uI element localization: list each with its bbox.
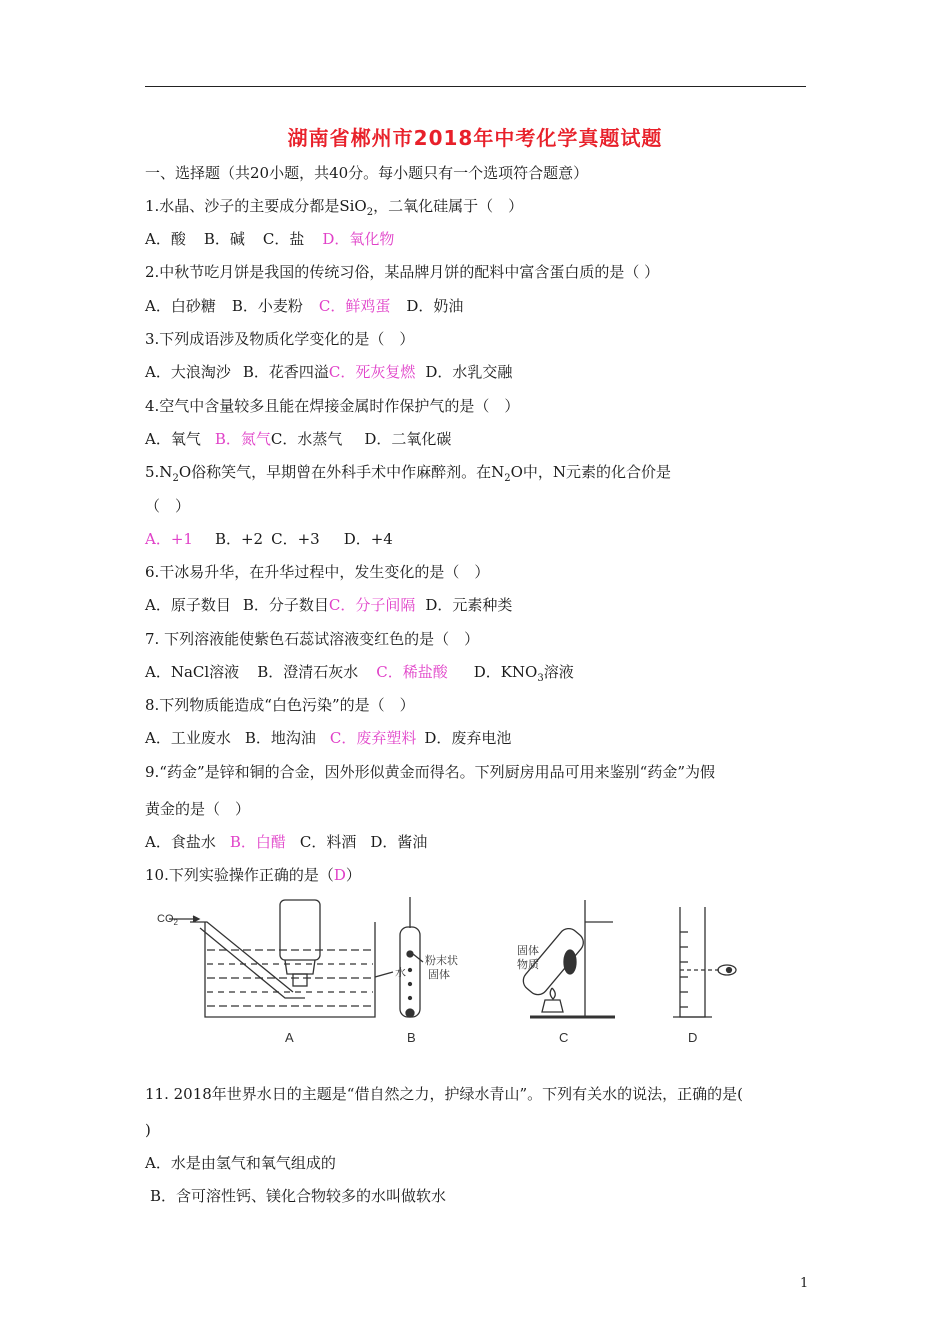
option-c-answer[interactable]: C．稀盐酸 (376, 663, 448, 681)
question-5-paren: （ ） (145, 497, 191, 515)
label-a: A (285, 1030, 294, 1045)
option-a[interactable]: A．原子数目 (145, 596, 231, 614)
option-b[interactable]: B．分子数目 (242, 596, 329, 614)
option-d[interactable]: D．废弃电池 (424, 729, 512, 747)
label-c: C (559, 1030, 569, 1045)
option-a[interactable]: A．氧气 (145, 430, 201, 448)
question-10-answer: D (333, 866, 346, 884)
question-4-stem: 4.空气中含量较多且能在焊接金属时作保护气的是（ ） (145, 397, 520, 415)
apparatus-b (400, 897, 423, 1017)
lab-apparatus-figure (145, 892, 785, 1052)
question-5-stem: $5.N_2O$俗称笑气，早期曾在外科手术中作麻醉剂。在$N_2O$中，N元素的化合价是 (145, 463, 672, 484)
question-2-stem: 2.中秋节吃月饼是我国的传统习俗，某品牌月饼的配料中富含蛋白质的是（ ） (145, 263, 660, 281)
header-rule (145, 86, 806, 87)
apparatus-d (673, 907, 736, 1017)
label-solid-2: 物质 (517, 959, 539, 971)
option-c[interactable]: C．料酒 (299, 833, 357, 851)
option-a[interactable]: A．白砂糖 (145, 297, 216, 315)
label-powder-1: 粉末状 (425, 955, 458, 967)
question-11-option-a[interactable]: A．水是由氢气和氧气组成的 (145, 1154, 336, 1172)
question-8-stem: 8.下列物质能造成“白色污染”的是（ ） (145, 696, 415, 714)
question-4-options (145, 429, 451, 449)
option-d[interactable]: D．奶油 (406, 297, 464, 315)
option-b-answer[interactable]: B．氮气 (214, 430, 271, 448)
question-8-options (145, 728, 511, 748)
label-water: 水 (395, 967, 406, 979)
option-d[interactable]: D．元素种类 (425, 596, 513, 614)
option-c-answer[interactable]: C．鲜鸡蛋 (318, 297, 391, 315)
question-9-stem-line1: 9.“药金”是锌和铜的合金，因外形似黄金而得名。下列厨房用品可用来鉴别“药金”为假 (145, 763, 715, 781)
option-d-answer[interactable]: D．氧化物 (322, 230, 395, 248)
question-3-stem: 3.下列成语涉及物质化学变化的是（ ） (145, 330, 415, 348)
option-d[interactable]: D．二氧化碳 (364, 430, 452, 448)
question-3-options (145, 362, 512, 382)
label-co2: $CO_2$ (157, 913, 178, 927)
question-7-stem: 7. 下列溶液能使紫色石蕊试溶液变红色的是（ ） (145, 630, 480, 648)
option-d[interactable]: D．水乳交融 (425, 363, 513, 381)
option-a[interactable]: A．工业废水 (145, 729, 231, 747)
option-b[interactable]: B．花香四溢 (242, 363, 329, 381)
option-d[interactable]: D．+4 (343, 530, 393, 548)
option-c[interactable]: C．盐 (262, 230, 305, 248)
option-c[interactable]: C．水蒸气 (270, 430, 343, 448)
option-b[interactable]: B．碱 (203, 230, 245, 248)
option-c[interactable]: C．+3 (271, 530, 320, 548)
question-9-stem-line2: 黄金的是（ ） (145, 800, 251, 818)
option-c-answer[interactable]: C．死灰复燃 (328, 363, 416, 381)
option-a[interactable]: A．大浪淘沙 (145, 363, 231, 381)
option-b[interactable]: B．澄清石灰水 (257, 663, 359, 681)
option-b[interactable]: B．小麦粉 (231, 297, 303, 315)
page-number: 1 (800, 1276, 809, 1291)
option-b-answer[interactable]: B．白醋 (229, 833, 286, 851)
option-a[interactable]: A．酸 (145, 230, 186, 248)
question-1-stem: 1.水晶、沙子的主要成分都是SiO$_2$，二氧化硅属于（ ） (145, 197, 524, 218)
option-d[interactable]: D．$KNO_3$溶液 (473, 663, 574, 684)
option-c-answer[interactable]: C．废弃塑料 (329, 729, 417, 747)
option-d[interactable]: D．酱油 (370, 833, 428, 851)
question-5-options (145, 529, 393, 549)
page-title: 湖南省郴州市2018年中考化学真题试题 (287, 126, 663, 150)
question-6-stem: 6.干冰易升华，在升华过程中，发生变化的是（ ） (145, 563, 490, 581)
question-11-stem-line2: ) (145, 1121, 151, 1139)
apparatus-a (169, 900, 393, 1017)
label-solid-1: 固体 (517, 945, 539, 957)
question-6-options (145, 595, 512, 615)
label-powder-2: 固体 (428, 969, 450, 981)
question-10-stem: 10.下列实验操作正确的是（D） (145, 866, 361, 884)
option-b[interactable]: B．+2 (214, 530, 264, 548)
label-b: B (407, 1030, 416, 1045)
question-11-stem-line1: 11. 2018年世界水日的主题是“借自然之力，护绿水青山”。下列有关水的说法，正确的是( (145, 1085, 743, 1103)
question-7-options (145, 662, 574, 689)
option-a-answer[interactable]: A．+1 (145, 530, 193, 548)
question-2-options (145, 296, 463, 316)
option-a[interactable]: A．NaCl溶液 (145, 663, 240, 681)
option-c-answer[interactable]: C．分子间隔 (328, 596, 416, 614)
option-b[interactable]: B．地沟油 (244, 729, 316, 747)
label-d: D (688, 1030, 698, 1045)
question-1-options (145, 229, 394, 249)
section-heading: 一、选择题（共20小题，共40分。每小题只有一个选项符合题意） (145, 164, 589, 182)
question-9-options (145, 832, 427, 852)
question-11-option-b[interactable]: B．含可溶性钙、镁化合物较多的水叫做软水 (150, 1187, 447, 1205)
option-a[interactable]: A．食盐水 (145, 833, 216, 851)
